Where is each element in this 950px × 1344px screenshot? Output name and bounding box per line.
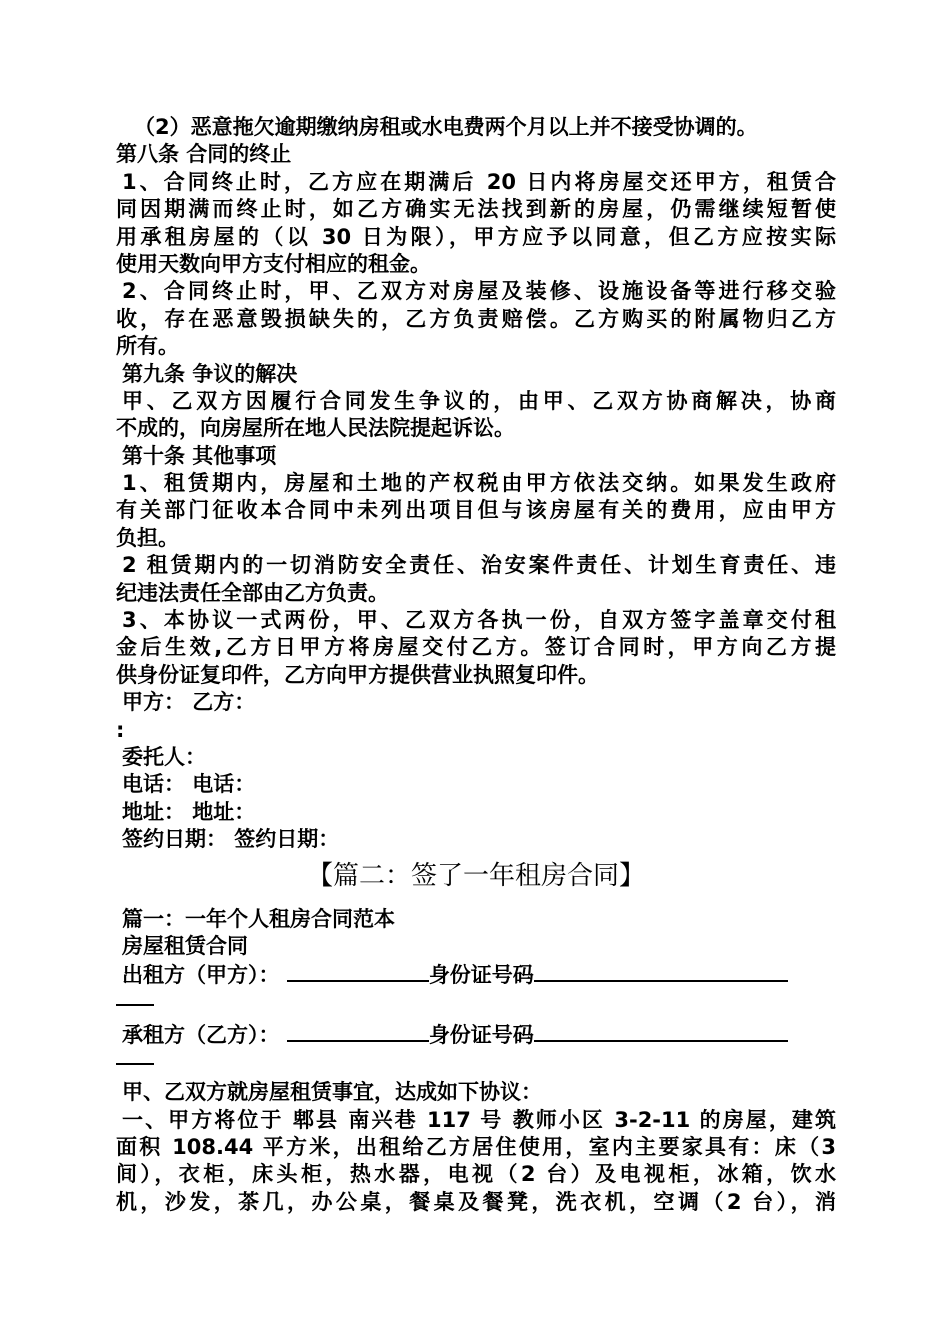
text-line: 地址： 地址： (122, 799, 256, 824)
text-line: （2）恶意拖欠逾期缴纳房租或水电费两个月以上并不接受协调的。 (134, 115, 758, 139)
text-line: 收，存在恶意毁损缺失的，乙方负责赔偿。乙方购买的附属物归乙方 (116, 306, 836, 331)
text-line: 委托人： (122, 744, 206, 769)
text-line: 第十条 其他事项 (122, 443, 277, 468)
text-line: 间），衣柜，床头柜，热水器，电视（2 台）及电视柜，冰箱，饮水 (116, 1162, 836, 1187)
lessee-line (116, 1020, 836, 1047)
text-line: 2、合同终止时，甲、乙双方对房屋及装修、设施设备等进行移交验 (122, 279, 836, 304)
lessee-label: 承租方（乙方）： (122, 1022, 280, 1047)
text-line: 甲方： 乙方： (122, 690, 256, 715)
lessor-name-blank (287, 960, 429, 982)
agreement-intro: 甲、乙双方就房屋租赁事宜，达成如下协议： (122, 1080, 542, 1105)
text-line: 一、甲方将位于 郫县 南兴巷 117 号 教师小区 3-2-11 的房屋，建筑 (122, 1107, 836, 1132)
text-line: 签约日期： 签约日期： (122, 827, 340, 852)
text-line: 负担。 (116, 525, 179, 550)
contract-part-one (116, 114, 836, 854)
clause-one (116, 1107, 836, 1217)
section-heading: 【篇二：签了一年租房合同】 (306, 860, 645, 891)
text-line: 不成的，向房屋所在地人民法院提起诉讼。 (116, 416, 515, 441)
lessee-id-blank (534, 1020, 788, 1042)
text-line: 有关部门征收本合同中未列出项目但与该房屋有关的费用，应由甲方 (116, 498, 836, 523)
text-line: 所有。 (116, 334, 179, 359)
document-page (116, 114, 836, 1216)
text-line: 2 租赁期内的一切消防安全责任、治安案件责任、计划生育责任、违 (122, 553, 836, 578)
text-line: 第九条 争议的解决 (122, 361, 298, 386)
text-line: 用承租房屋的（以 30 日为限），甲方应予以同意，但乙方应按实际 (116, 224, 836, 249)
text-line: 1、租赁期内，房屋和土地的产权税由甲方依法交纳。如果发生政府 (122, 471, 836, 496)
text-line: 甲、乙双方因履行合同发生争议的，由甲、乙双方协商解决，协商 (122, 388, 836, 413)
lessee-id-label: 身份证号码 (428, 1022, 534, 1047)
lessor-label: 出租方（甲方）： (122, 963, 280, 988)
text-line: 面积 108.44 平方米，出租给乙方居住使用，室内主要家具有：床（3 (116, 1134, 836, 1159)
text-line: : (116, 717, 125, 742)
part-two-title: 篇一：一年个人租房合同范本 (122, 906, 395, 931)
contract-part-two (116, 906, 836, 1217)
text-line: 使用天数向甲方支付相应的租金。 (116, 251, 431, 276)
lessor-id-blank (534, 960, 788, 982)
text-line: 金后生效,乙方日甲方将房屋交付乙方。签订合同时，甲方向乙方提 (116, 635, 836, 660)
text-line: 电话： 电话： (122, 772, 256, 797)
text-line: 同因期满而终止时，如乙方确实无法找到新的房屋，仍需继续短暂使 (116, 197, 836, 222)
text-line: 机，沙发，茶几，办公桌，餐桌及餐凳，洗衣机，空调（2 台），消 (116, 1189, 836, 1214)
text-line: 3、本协议一式两份，甲、乙双方各执一份，自双方签字盖章交付租 (122, 608, 836, 633)
text-line: 第八条 合同的终止 (116, 142, 292, 167)
lessor-id-label: 身份证号码 (428, 963, 534, 988)
text-line: 供身份证复印件，乙方向甲方提供营业执照复印件。 (116, 662, 599, 687)
text-line: 纪违法责任全部由乙方负责。 (116, 580, 389, 605)
text-line: 1、合同终止时，乙方应在期满后 20 日内将房屋交还甲方，租赁合 (122, 169, 836, 194)
lessee-name-blank (287, 1020, 429, 1042)
lessor-line (116, 960, 836, 987)
lessee-id-blank-continued (116, 1047, 154, 1065)
part-two-subtitle: 房屋租赁合同 (122, 933, 248, 958)
lessor-id-blank-continued (116, 988, 154, 1006)
